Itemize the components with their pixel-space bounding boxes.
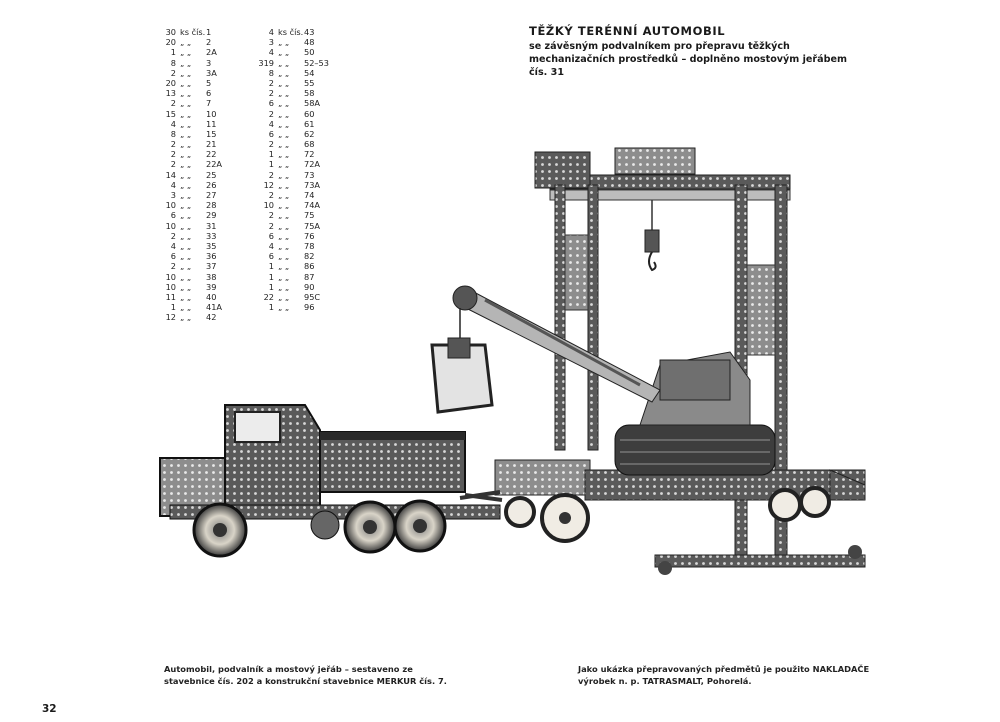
part-number: 68 xyxy=(304,139,315,150)
part-qty: 10 xyxy=(165,220,176,231)
part-number: 39 xyxy=(206,281,217,292)
part-qty: 10 xyxy=(263,200,274,211)
part-unit: „ „ xyxy=(278,88,290,99)
part-number: 50 xyxy=(304,47,315,58)
part-qty: 6 xyxy=(268,98,274,109)
part-unit: „ „ xyxy=(180,67,192,78)
part-number: 58 xyxy=(304,88,315,99)
part-qty: 4 xyxy=(268,47,274,58)
part-qty: 10 xyxy=(165,271,176,282)
part-number: 10 xyxy=(206,108,217,119)
part-qty: 13 xyxy=(165,88,176,99)
part-qty: 1 xyxy=(268,149,274,160)
part-number: 33 xyxy=(206,230,217,241)
caption-left: Automobil, podvalník a mostový jeřáb – sestaveno ze stavebnice čís. 202 a konstrukční stavebnice MERKUR čís. 7. xyxy=(164,664,447,686)
part-number: 21 xyxy=(206,139,217,150)
part-qty: 2 xyxy=(268,220,274,231)
part-number: 86 xyxy=(304,261,315,272)
model-photo xyxy=(140,140,880,590)
part-unit: „ „ xyxy=(180,240,192,251)
part-unit: „ „ xyxy=(278,281,290,292)
part-qty: 11 xyxy=(165,291,176,302)
part-qty: 2 xyxy=(170,149,176,160)
part-number: 2 xyxy=(206,37,212,48)
part-number: 48 xyxy=(304,37,315,48)
part-qty: 3 xyxy=(170,190,176,200)
parts-row xyxy=(158,47,246,57)
heading-block xyxy=(529,24,849,79)
part-number: 90 xyxy=(304,281,315,292)
part-number: 28 xyxy=(206,200,217,211)
part-qty: 1 xyxy=(268,271,274,282)
part-number: 96 xyxy=(304,302,315,313)
part-qty: 2 xyxy=(268,88,274,99)
part-unit: „ „ xyxy=(278,98,290,109)
part-unit: „ „ xyxy=(180,88,192,99)
part-unit: „ „ xyxy=(180,128,192,139)
part-qty: 6 xyxy=(268,230,274,241)
part-qty: 1 xyxy=(170,302,176,313)
part-number: 62 xyxy=(304,128,315,139)
parts-row xyxy=(254,27,344,37)
part-qty: 4 xyxy=(170,118,176,129)
parts-row xyxy=(158,58,246,68)
part-qty: 2 xyxy=(170,139,176,150)
part-number: 15 xyxy=(206,128,217,139)
part-unit: ks čís. xyxy=(278,27,304,37)
part-number: 42 xyxy=(206,312,217,323)
part-qty: 1 xyxy=(268,302,274,313)
part-unit: „ „ xyxy=(180,47,192,58)
part-unit: „ „ xyxy=(278,57,290,68)
part-qty: 4 xyxy=(268,240,274,251)
part-qty: 1 xyxy=(170,47,176,58)
part-qty: 30 xyxy=(165,27,176,37)
part-unit: „ „ xyxy=(180,98,192,109)
part-unit: „ „ xyxy=(278,179,290,190)
part-unit: „ „ xyxy=(180,169,192,180)
parts-row xyxy=(254,109,344,119)
parts-row xyxy=(158,88,246,98)
part-number: 27 xyxy=(206,190,217,200)
part-unit: „ „ xyxy=(180,149,192,160)
part-unit: „ „ xyxy=(180,291,192,302)
part-qty: 20 xyxy=(165,37,176,48)
part-number: 1 xyxy=(206,27,212,37)
part-unit: „ „ xyxy=(278,139,290,150)
parts-row xyxy=(158,98,246,108)
parts-row xyxy=(158,119,246,129)
part-unit: „ „ xyxy=(278,210,290,221)
part-unit: „ „ xyxy=(278,37,290,48)
part-number: 74 xyxy=(304,190,315,200)
part-qty: 1 xyxy=(268,281,274,292)
part-number: 78 xyxy=(304,240,315,251)
parts-row xyxy=(158,109,246,119)
part-number: 5 xyxy=(206,77,212,88)
part-unit: „ „ xyxy=(180,220,192,231)
part-unit: „ „ xyxy=(278,291,290,302)
part-unit: „ „ xyxy=(278,220,290,231)
part-number: 43 xyxy=(304,27,315,37)
part-unit: „ „ xyxy=(180,77,192,88)
part-qty: 10 xyxy=(165,281,176,292)
part-unit: „ „ xyxy=(278,302,290,313)
part-number: 26 xyxy=(206,179,217,190)
part-unit: „ „ xyxy=(278,190,290,200)
part-qty: 2 xyxy=(268,108,274,119)
part-unit: „ „ xyxy=(180,271,192,282)
part-qty: 2 xyxy=(170,261,176,272)
part-qty: 6 xyxy=(170,251,176,262)
part-qty: 2 xyxy=(268,139,274,150)
part-qty: 2 xyxy=(268,169,274,180)
part-unit: „ „ xyxy=(180,108,192,119)
part-qty: 1 xyxy=(268,159,274,170)
part-qty: 319 xyxy=(258,57,274,68)
part-number: 75A xyxy=(304,220,321,231)
part-number: 6 xyxy=(206,88,212,99)
part-qty: 3 xyxy=(268,37,274,48)
part-number: 52–53 xyxy=(304,57,329,68)
part-number: 73A xyxy=(304,179,321,190)
part-number: 72 xyxy=(304,149,315,160)
part-unit: „ „ xyxy=(278,169,290,180)
part-qty: 4 xyxy=(170,179,176,190)
part-number: 36 xyxy=(206,251,217,262)
part-qty: 2 xyxy=(170,67,176,78)
parts-row xyxy=(254,88,344,98)
part-unit: „ „ xyxy=(180,159,192,170)
parts-row xyxy=(158,129,246,139)
part-number: 54 xyxy=(304,67,315,78)
parts-row xyxy=(254,98,344,108)
part-number: 72A xyxy=(304,159,321,170)
part-unit: „ „ xyxy=(180,251,192,262)
part-unit: „ „ xyxy=(180,302,192,313)
part-qty: 8 xyxy=(170,57,176,68)
part-unit: „ „ xyxy=(278,251,290,262)
part-qty: 8 xyxy=(170,128,176,139)
part-number: 60 xyxy=(304,108,315,119)
part-qty: 4 xyxy=(268,27,274,37)
part-qty: 22 xyxy=(263,291,274,302)
part-unit: „ „ xyxy=(278,77,290,88)
part-qty: 4 xyxy=(268,118,274,129)
part-qty: 15 xyxy=(165,108,176,119)
part-qty: 4 xyxy=(170,240,176,251)
part-number: 75 xyxy=(304,210,315,221)
part-unit: „ „ xyxy=(278,128,290,139)
part-number: 3A xyxy=(206,67,217,78)
part-unit: „ „ xyxy=(180,230,192,241)
parts-row xyxy=(254,58,344,68)
part-unit: „ „ xyxy=(180,190,192,200)
parts-row xyxy=(158,78,246,88)
part-qty: 2 xyxy=(268,210,274,221)
part-unit: „ „ xyxy=(180,200,192,211)
part-number: 37 xyxy=(206,261,217,272)
part-number: 29 xyxy=(206,210,217,221)
part-qty: 8 xyxy=(268,67,274,78)
caption-right: Jako ukázka přepravovaných předmětů je použito NAKLADAČE výrobek n. p. TATRASMALT, Pohorelá. xyxy=(578,664,870,686)
part-unit: „ „ xyxy=(278,200,290,211)
part-number: 61 xyxy=(304,118,315,129)
parts-row xyxy=(158,37,246,47)
page-title: TĚŽKÝ TERÉNNÍ AUTOMOBIL xyxy=(529,24,726,38)
part-number: 40 xyxy=(206,291,217,302)
parts-row xyxy=(254,78,344,88)
part-number: 2A xyxy=(206,47,217,58)
part-unit: „ „ xyxy=(180,179,192,190)
part-number: 95C xyxy=(304,291,321,302)
part-unit: „ „ xyxy=(180,261,192,272)
part-number: 58A xyxy=(304,98,321,109)
part-qty: 14 xyxy=(165,169,176,180)
part-unit: „ „ xyxy=(278,149,290,160)
parts-row xyxy=(158,27,246,37)
part-unit: „ „ xyxy=(180,57,192,68)
part-number: 38 xyxy=(206,271,217,282)
part-unit: „ „ xyxy=(278,108,290,119)
part-qty: 2 xyxy=(170,230,176,241)
part-qty: 2 xyxy=(170,98,176,109)
parts-row xyxy=(254,129,344,139)
part-number: 74A xyxy=(304,200,321,211)
part-number: 22A xyxy=(206,159,223,170)
parts-row xyxy=(254,68,344,78)
part-qty: 10 xyxy=(165,200,176,211)
part-number: 55 xyxy=(304,77,315,88)
part-unit: „ „ xyxy=(180,118,192,129)
truck xyxy=(160,405,502,556)
part-unit: „ „ xyxy=(180,210,192,221)
part-number: 7 xyxy=(206,98,212,109)
parts-row xyxy=(254,47,344,57)
part-unit: ks čís. xyxy=(180,27,206,37)
part-qty: 1 xyxy=(268,261,274,272)
part-qty: 20 xyxy=(165,77,176,88)
part-number: 22 xyxy=(206,149,217,160)
part-number: 41A xyxy=(206,302,223,313)
part-unit: „ „ xyxy=(278,230,290,241)
part-unit: „ „ xyxy=(278,261,290,272)
part-unit: „ „ xyxy=(180,312,192,323)
part-unit: „ „ xyxy=(180,281,192,292)
part-number: 11 xyxy=(206,118,217,129)
part-qty: 2 xyxy=(268,77,274,88)
part-qty: 6 xyxy=(170,210,176,221)
parts-row xyxy=(254,119,344,129)
part-number: 76 xyxy=(304,230,315,241)
part-unit: „ „ xyxy=(278,159,290,170)
part-qty: 6 xyxy=(268,251,274,262)
part-number: 82 xyxy=(304,251,315,262)
loader-machine xyxy=(432,286,775,475)
part-qty: 2 xyxy=(170,159,176,170)
part-unit: „ „ xyxy=(278,240,290,251)
part-number: 73 xyxy=(304,169,315,180)
part-qty: 12 xyxy=(165,312,176,323)
part-number: 35 xyxy=(206,240,217,251)
page-number: 32 xyxy=(42,703,57,715)
part-unit: „ „ xyxy=(180,37,192,48)
part-qty: 2 xyxy=(268,190,274,200)
part-unit: „ „ xyxy=(278,47,290,58)
part-unit: „ „ xyxy=(278,67,290,78)
part-number: 31 xyxy=(206,220,217,231)
part-unit: „ „ xyxy=(278,118,290,129)
part-qty: 12 xyxy=(263,179,274,190)
parts-row xyxy=(158,68,246,78)
part-number: 87 xyxy=(304,271,315,282)
page-subtitle: se závěsným podvalníkem pro přepravu těžkých mechanizačních prostředků – doplněno mostovým jeřábem čís. 31 xyxy=(529,41,848,78)
part-number: 3 xyxy=(206,57,212,68)
parts-row xyxy=(254,37,344,47)
part-unit: „ „ xyxy=(180,139,192,150)
part-number: 25 xyxy=(206,169,217,180)
part-qty: 6 xyxy=(268,128,274,139)
part-unit: „ „ xyxy=(278,271,290,282)
